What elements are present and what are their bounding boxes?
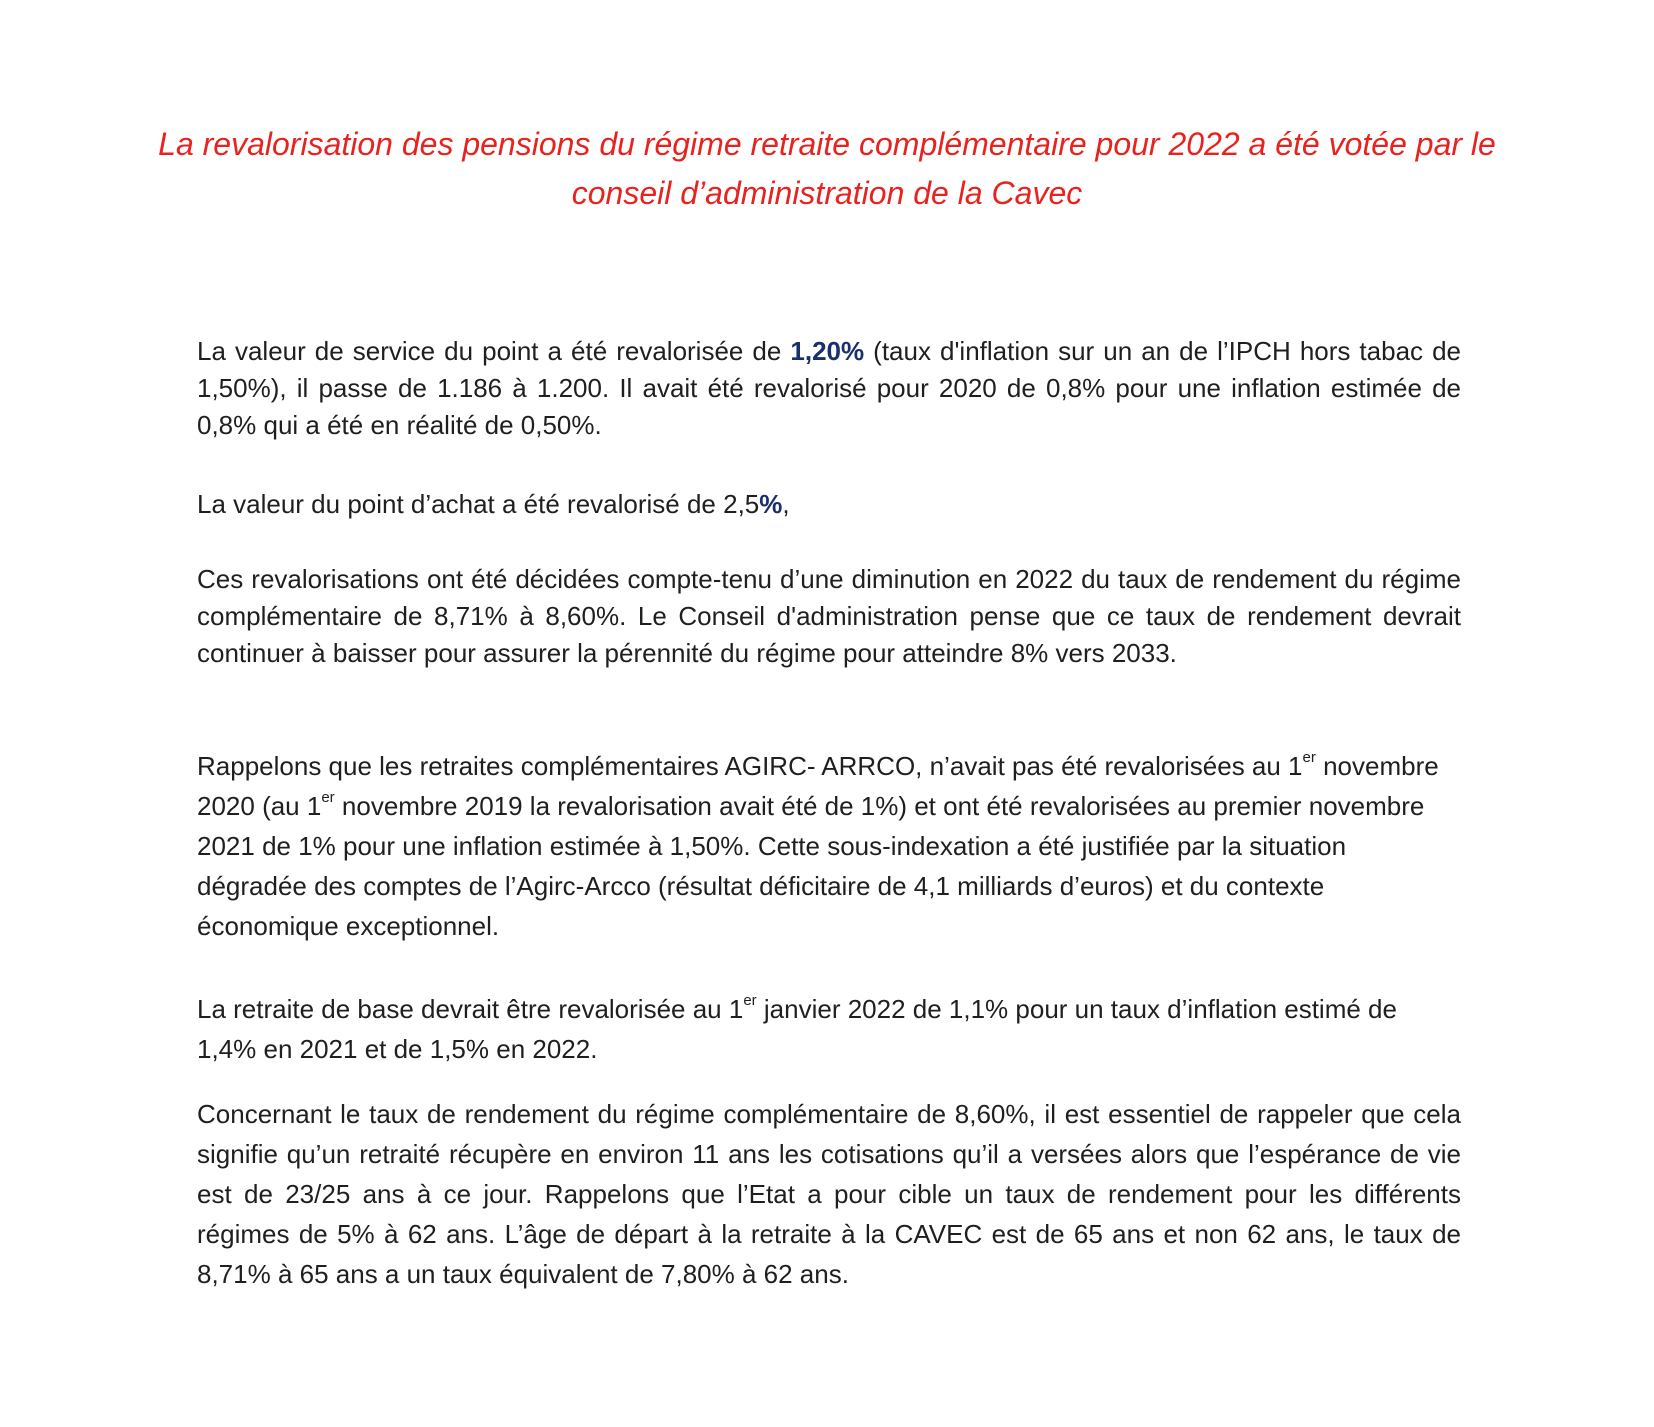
text-segment: ,: [782, 489, 790, 519]
superscript: er: [1302, 749, 1316, 767]
text-segment: La valeur du point d’achat a été revalorisé de 2,5: [197, 489, 760, 519]
text-segment: La retraite de base devrait être revalorisée au 1: [197, 994, 744, 1024]
superscript: er: [321, 789, 335, 807]
paragraph-base-pension: [197, 989, 1461, 1069]
paragraph-text: [197, 333, 1461, 444]
highlight-percent: %: [759, 489, 783, 519]
document-title: La revalorisation des pensions du régime retraite complémentaire pour 2022 a été votée par le conseil d’administration de la Cavec: [158, 126, 1496, 211]
paragraph-agirc-arrco: [197, 746, 1461, 946]
text-segment: La valeur de service du point a été revalorisée de: [197, 336, 791, 366]
paragraph-text: [197, 989, 1461, 1069]
text-segment: janvier 2022 de 1,1% pour un taux d’inflation estimé de 1,4% en 2021 et de 1,5% en 2022.: [197, 994, 1397, 1064]
paragraph-yield-rate: [197, 1094, 1461, 1294]
text-segment: novembre 2019 la revalorisation avait été de 1%) et ont été revalorisées au premier novembre 2021 de 1% pour une inflation estimée à 1,50%. Cette sous-indexation a été justifiée par la situation dégradée des comptes de l’Agirc-Arcco (résultat déficitaire de 4,1 milliards d’euros) et du contexte économique exceptionnel.: [197, 791, 1425, 941]
paragraph-text: [197, 486, 1461, 523]
paragraph-revaluation-reason: [197, 561, 1461, 672]
paragraph-text: Ces revalorisations ont été décidées compte-tenu d’une diminution en 2022 du taux de rendement du régime complémentaire de 8,71% à 8,60%. Le Conseil d'administration pense que ce taux de rendement devrait continuer à baisser pour assurer la pérennité du régime pour atteindre 8% vers 2033.: [197, 564, 1461, 668]
highlight-rate: 1,20%: [790, 336, 865, 366]
text-segment: novembre 2020 (au 1: [197, 751, 1439, 821]
text-segment: Rappelons que les retraites complémentaires AGIRC- ARRCO, n’avait pas été revalorisées au 1: [197, 751, 1303, 781]
text-segment: (taux d'inflation sur un an de l’IPCH hors tabac de 1,50%), il passe de 1.186 à 1.200. Il avait été revalorisé pour 2020 de 0,8% pour une inflation estimée de 0,8% qui a été en réalité de 0,50%.: [197, 336, 1461, 440]
paragraph-purchase-point: [197, 486, 1461, 523]
paragraph-service-point: [197, 333, 1461, 444]
paragraph-text: Concernant le taux de rendement du régime complémentaire de 8,60%, il est essentiel de rappeler que cela signifie qu’un retraité récupère en environ 11 ans les cotisations qu’il a versées alors que l’espérance de vie est de 23/25 ans à ce jour. Rappelons que l’Etat a pour cible un taux de rendement pour les différents régimes de 5% à 62 ans. L’âge de départ à la retraite à la CAVEC est de 65 ans et non 62 ans, le taux de 8,71% à 65 ans a un taux équivalent de 7,80% à 62 ans.: [197, 1099, 1461, 1289]
superscript: er: [743, 992, 757, 1010]
paragraph-text: [197, 746, 1461, 946]
